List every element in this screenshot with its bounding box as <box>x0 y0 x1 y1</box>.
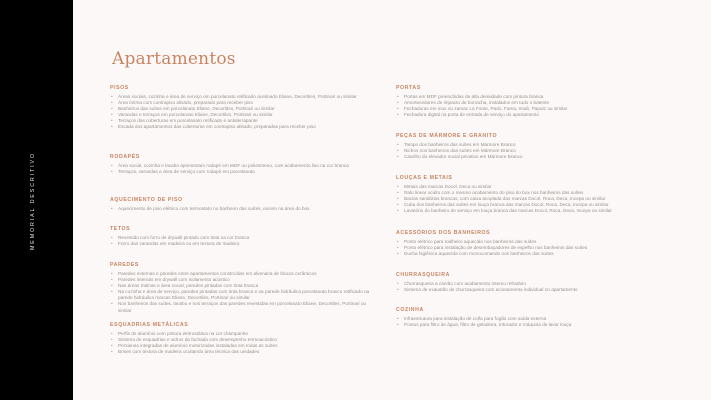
list-item: • Brises com textura de madeira ocultando área técnica das unidades <box>110 349 380 355</box>
section-title: COZINHA <box>396 307 424 313</box>
section-list <box>396 281 686 293</box>
section-title: PORTAS <box>396 85 421 91</box>
list-item: • Tampo dos banheiros das suítes em Mármore Branco <box>396 142 686 148</box>
section-cozinha <box>396 307 686 328</box>
section-acessorios <box>396 230 686 257</box>
list-item: • Portas em MDF preenchidas de alta densidade com pintura branca <box>396 94 686 100</box>
list-item: • Forro das varandas em madeira ou em textura de madeira <box>110 241 380 247</box>
section-tetos <box>110 226 380 247</box>
list-item: • Paredes externas e paredes entre apartamentos construídas em alvenaria de blocos cerâmicos <box>110 271 380 277</box>
section-title: RODAPÉS <box>110 154 140 160</box>
sidebar-label: MEMORIAL DESCRITIVO <box>30 152 36 251</box>
section-title: ESQUADRIAS METÁLICAS <box>110 322 189 328</box>
section-churrasqueira <box>396 272 686 293</box>
section-title: CHURRASQUEIRA <box>396 272 450 278</box>
section-list <box>396 316 686 328</box>
section-list <box>110 94 380 131</box>
list-item: • Infraestrutura para instalação de coifa para fogão com saída externa <box>396 316 686 322</box>
section-rodapes <box>110 154 380 175</box>
section-marmore <box>396 133 686 160</box>
list-item: • Escada dos apartamentos das coberturas em contrapiso alisado, preparadas para receber piso <box>110 124 380 130</box>
list-item: • Terraços das coberturas em porcelanato retificado e antiderrapante <box>110 118 380 124</box>
section-aquecimento <box>110 197 380 212</box>
list-item: • Ponto elétrico para instalação de desembaçadores de espelho nos banheiros das suítes <box>396 245 686 251</box>
list-item: • Churrasqueira a carvão com acabamento interno refratário <box>396 281 686 287</box>
section-list <box>110 235 380 247</box>
list-item: • Banheiros das suítes em porcelanato Eliane, Decortiles, Portinari ou similar <box>110 106 380 112</box>
list-item: • Área social, cozinha e lavabo apresentam rodapé em MDF ou poliestireno, com acabamento liso na cor branca <box>110 163 380 169</box>
list-item: • Bacias sanitárias brancas, com caixa acoplada das marcas Docol, Roca, Deca, Incepa ou similar <box>396 196 686 202</box>
list-item: • Terraços, varandas e área de serviço com rodapé em porcelanato <box>110 169 380 175</box>
section-pisos <box>110 85 380 131</box>
section-title: PAREDES <box>110 262 139 268</box>
section-list <box>110 331 380 355</box>
list-item: • Amortecedores de impacto de borracha, instalados em todo o batente <box>396 100 686 106</box>
section-esquadrias <box>110 322 380 355</box>
list-item: • Ducha higiênica aquecida com monocomando nos banheiros das suítes <box>396 251 686 257</box>
sidebar-label-wrap <box>30 152 43 251</box>
list-item: • Áreas sociais, cozinha e área de serviço em porcelanato retificado acetinado Eliane, Decortiles, Portinari ou similar <box>110 94 380 100</box>
section-list <box>396 239 686 257</box>
section-paredes <box>110 262 380 314</box>
list-item: • Na cozinha e área de serviço, paredes pintadas com tinta branca e na parede hidráulica porcelanato branco retificado na parede hidráulica marcas Eliane, Decortiles, Portinari ou similar <box>110 289 380 301</box>
section-list <box>396 142 686 160</box>
section-list <box>396 184 686 214</box>
list-item: • Nas áreas íntimas e área social, paredes pintadas com tinta branca <box>110 283 380 289</box>
list-item: • Fechaduras em inox ou zamac La Fonte, Pado, Fama, Imab, Papaiz ou similar <box>396 106 686 112</box>
page-title: Apartamentos <box>112 49 236 70</box>
section-title: PISOS <box>110 85 129 91</box>
section-list <box>396 94 686 118</box>
sidebar <box>0 0 73 400</box>
section-list <box>110 271 380 314</box>
list-item: • Fechadura digital na porta de entrada de serviço do apartamento <box>396 112 686 118</box>
list-item: • Varandas e terraços em porcelanato Eliane, Decortiles, Portinari ou similar <box>110 112 380 118</box>
list-item: • Pontos para filtro de água, filtro de geladeira, triturador e máquina de lavar louça <box>396 322 686 328</box>
section-list <box>110 163 380 175</box>
section-portas <box>396 85 686 118</box>
list-item: • Cuba dos banheiros das suítes em louça branca das marcas Docol, Roca, Deca, Incepa ou similar <box>396 202 686 208</box>
list-item: • Sistema de exaustão de churrasqueira com acionamento individual no apartamento <box>396 287 686 293</box>
list-item: • Ponto elétrico para toalheiro aquecido nos banheiros das suítes <box>396 239 686 245</box>
list-item: • Nos banheiros das suítes, lavabo e nos terraços das paredes revestidas em porcelanato Eliane, Decortiles, Portinari ou similar <box>110 301 380 313</box>
list-item: • Ralo linear oculto com o mesmo acabamento do piso do box nos banheiros das suítes <box>396 190 686 196</box>
section-loucas <box>396 175 686 214</box>
list-item: • Perfis de alumínio com pintura eletrostática na cor champanhe <box>110 331 380 337</box>
section-title: TETOS <box>110 226 131 232</box>
list-item: • Sistema de esquadrias e vidros da fachada com desempenho termoacústico <box>110 337 380 343</box>
section-title: PEÇAS DE MÁRMORE E GRANITO <box>396 133 498 139</box>
list-item: • Lavatório do banheiro de serviço em louça branca das marcas Docol, Roca, Deca, Incepa ou similar <box>396 208 686 214</box>
section-list <box>110 206 380 212</box>
list-item: • Caixilho do elevador social privativo em Mármore Branco <box>396 154 686 160</box>
list-item: • Aquecimento de piso elétrico com termostato no banheiro das suítes, exceto na área do box <box>110 206 380 212</box>
list-item: • Revestido com forro de drywall pintado com tinta na cor branca <box>110 235 380 241</box>
list-item: • Nichos nos banheiros das suítes em Mármore Branco <box>396 148 686 154</box>
list-item: • Metais das marcas Docol, Deca ou similar <box>396 184 686 190</box>
list-item: • Persianas integradas de alumínio motorizadas instaladas em todas as suítes <box>110 343 380 349</box>
section-title: ACESSÓRIOS DOS BANHEIROS <box>396 230 491 236</box>
section-title: AQUECIMENTO DE PISO <box>110 197 183 203</box>
list-item: • Área íntima com contrapiso alisado, preparado para receber piso <box>110 100 380 106</box>
section-title: LOUÇAS E METAIS <box>396 175 453 181</box>
list-item: • Paredes internas em drywall com isolamento acústico <box>110 277 380 283</box>
